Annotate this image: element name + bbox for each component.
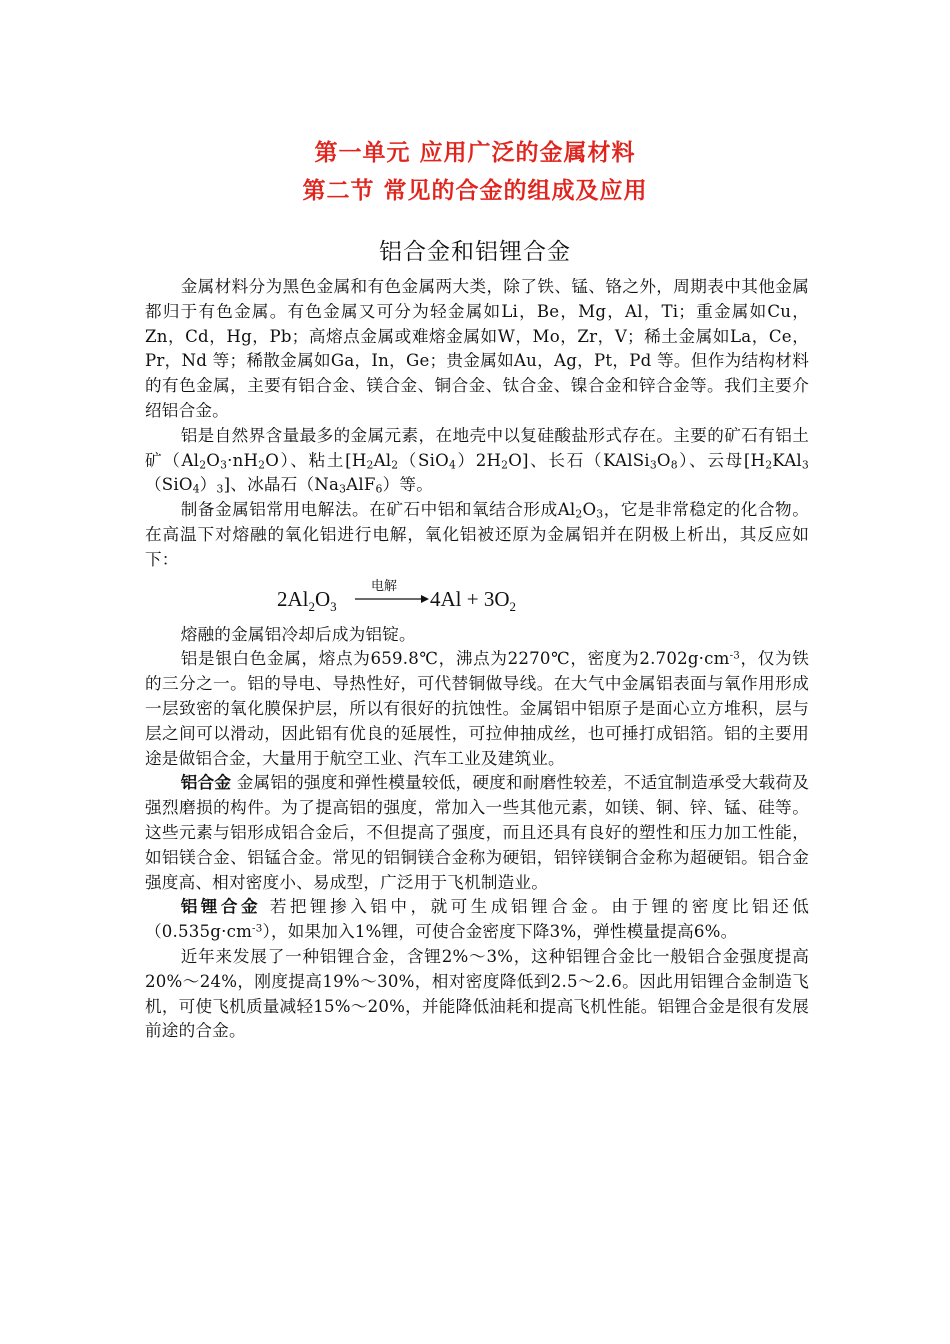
paragraph-electrolysis: 制备金属铝常用电解法。在矿石中铝和氧结合形成$Al_2O_3$，它是非常稳定的化合物。在高温下对熔融的氧化铝进行电解，氧化铝被还原为金属铝并在阴极上析出，其反应如下： — [145, 500, 809, 569]
paragraph-aluminum-ingot: 熔融的金属铝冷却后成为铝锭。 — [180, 624, 416, 644]
paragraph-aluminum-ores: 铝是自然界含量最多的金属元素，在地壳中以复硅酸盐形式存在。主要的矿石有铝土矿$(Al_2O_3\cdot nH_2O)$、粘土$[H_2Al_2(SiO_4)2H_2O]$、长石$(KAlSi_3O_8)$、云母$[H_2KAl_3(SiO_4)_3]$、冰晶石$(Na_3AlF_6)$等。 — [145, 425, 809, 497]
paragraph-al-li-alloy: 铝锂合金 若把锂掺入铝中，就可生成铝锂合金。由于锂的密度比铝还低$(0.535g\cdot cm^{-3})$，如果加入1%锂，可使合金密度下降3%，弹性模量提高6%。 — [145, 897, 809, 942]
reaction-arrow-head — [421, 595, 429, 603]
paragraph-al-li-development: 近年来发展了一种铝锂合金，含锂2%～3%，这种铝锂合金比一般铝合金强度提高20%～24%，刚度提高19%～30%，相对密度降低到2.5～2.6。因此用铝锂合金制造飞机，可使飞机质量减轻15%～20%，并能降低油耗和提高飞机性能。铝锂合金是很有发展前途的合金。 — [145, 946, 809, 1041]
equation-rhs: $4Al + 3O_2$ — [430, 586, 517, 614]
equation-condition: 电解 — [371, 578, 398, 594]
article-heading: 铝合金和铝锂合金 — [379, 239, 571, 265]
paragraph-aluminum-alloy: 铝合金 金属铝的强度和弹性模量较低，硬度和耐磨性较差，不适宜制造承受大载荷及强烈磨损的构件。为了提高铝的强度，常加入一些其他元素，如镁、铜、锌、锰、硅等。这些元素与铝形成铝合金后，不但提高了强度，而且还具有良好的塑性和压力加工性能，如铝镁合金、铝锰合金。常见的铝铜镁合金称为硬铝，铝锌镁铜合金称为超硬铝。铝合金强度高、相对密度小、易成型，广泛用于飞机制造业。 — [145, 773, 809, 892]
article-body — [145, 275, 809, 1044]
equation-lhs: $2Al_2O_3$ — [277, 586, 337, 614]
paragraph-aluminum-properties: 铝是银白色金属，熔点为659.8℃，沸点为2270℃，密度为$2.702g\cdot cm^{-3}$，仅为铁的三分之一。铝的导电、导热性好，可代替铜做导线。在大气中金属铝表面与氧作用形成一层致密的氧化膜保护层，所以有很好的抗蚀性。金属铝中铝原子是面心立方堆积，层与层之间可以滑动，因此铝有优良的延展性，可拉伸抽成丝，也可捶打成铝箔。铝的主要用途是做铝合金，大量用于航空工业、汽车工业及建筑业。 — [145, 649, 809, 768]
paragraph-metal-classification: 金属材料分为黑色金属和有色金属两大类，除了铁、锰、铬之外，周期表中其他金属都归于有色金属。有色金属又可分为轻金属如Li，Be，Mg，Al，Ti；重金属如Cu，Zn，Cd，Hg，Pb；高熔点金属或难熔金属如W，Mo，Zr，V；稀土金属如La，Ce，Pr，Nd 等；稀散金属如Ga，In，Ge；贵金属如Au，Ag，Pt，Pd 等。但作为结构材料的有色金属，主要有铝合金、镁合金、铜合金、钛合金、镍合金和锌合金等。我们主要介绍铝合金。 — [145, 277, 809, 420]
section-title: 第二节 常见的合金的组成及应用 — [302, 178, 648, 204]
electrolysis-equation — [145, 573, 809, 623]
keyword-al-li-alloy: 铝锂合金 — [180, 897, 262, 917]
keyword-aluminum-alloy: 铝合金 — [180, 773, 232, 793]
unit-title: 第一单元 应用广泛的金属材料 — [314, 140, 636, 166]
equation-graphic — [277, 577, 537, 619]
